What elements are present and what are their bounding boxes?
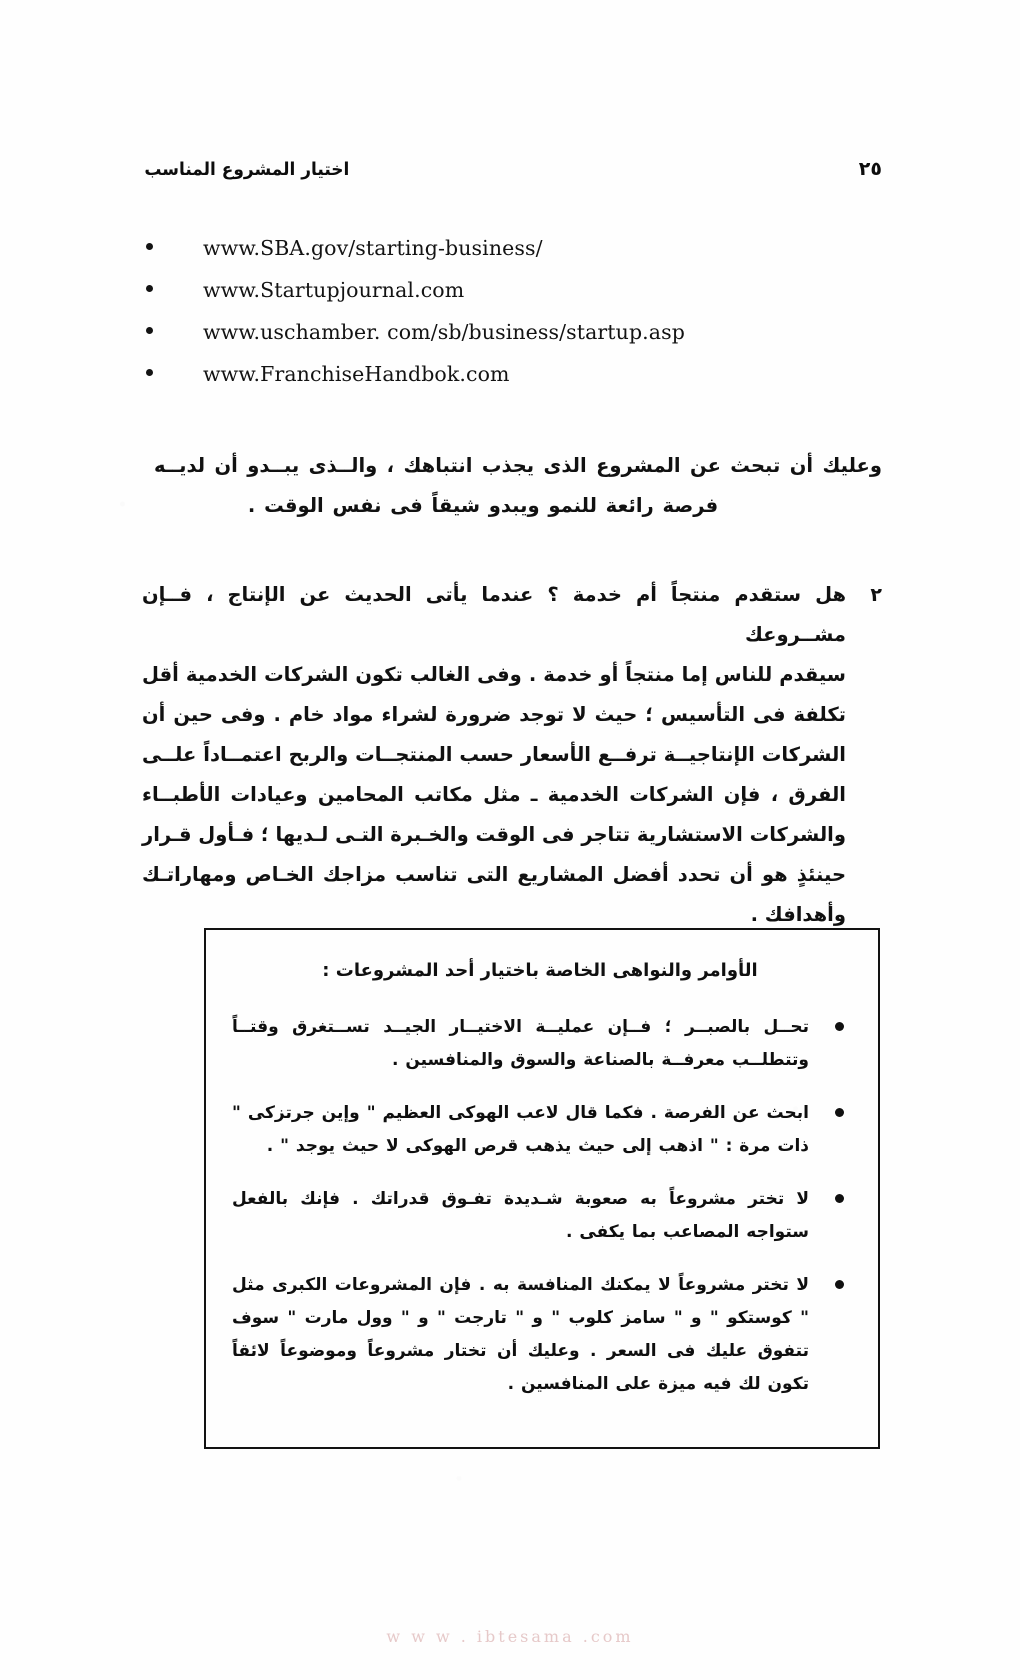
page-number: ٢٥	[858, 158, 882, 180]
tip-text: لا تختر مشروعاً به صعوبة شـديدة تفـوق قدراتك . فإنك بالفعل ستواجه المصاعب بما يكفى .	[232, 1189, 809, 1242]
tips-box-title: الأوامر والنواهى الخاصة باختيار أحد المشروعات :	[322, 960, 758, 981]
list-item	[232, 1097, 848, 1163]
bullet-dot-icon	[146, 285, 153, 292]
list-item	[138, 320, 882, 362]
tip-text: لا تختر مشروعاً لا يمكنك المنافسة به . فإن المشروعات الكبرى مثل " كوستكو " و " سامز كلوب " و " تارجت " و " وول مارت " سوف تتفوق عليك فى السعر . وعليك أن تختار مشروعاً وموضوعاً لائقاً تكون لك فيه ميزة على المنافسين .	[232, 1275, 809, 1394]
paragraph-line: فرصة رائعة للنمو ويبدو شيقاً فى نفس الوقت .	[247, 494, 719, 517]
bullet-dot-icon	[146, 243, 153, 250]
paragraph-line: والشركات الاستشارية تتاجر فى الوقت والخـبرة التـى لـديها ؛ فـأول قـرار	[142, 823, 846, 846]
list-item	[232, 1183, 848, 1249]
tip-text: ابحث عن الفرصة . فكما قال لاعب الهوكى العظيم " وإين جرتزكى " ذات مرة : " اذهب إلى حيث يذهب قرص الهوكى لا حيث يوجد " .	[232, 1103, 809, 1156]
bullet-dot-icon	[146, 369, 153, 376]
intro-paragraph	[154, 446, 882, 526]
bullet-dot-icon	[835, 1280, 844, 1289]
tip-text: تحــل بالصبــر ؛ فــإن عمليــة الاختيــار الجيــد تســتغرق وقتــاً وتتطلــب معرفــة بالصناعة والسوق والمنافسين .	[232, 1017, 809, 1070]
list-item	[138, 236, 882, 278]
bullet-dot-icon	[146, 327, 153, 334]
url-text: www.FranchiseHandbok.com	[203, 362, 510, 386]
bullet-dot-icon	[835, 1022, 844, 1031]
list-item	[232, 1269, 848, 1401]
paragraph-line: الفرق ، فإن الشركات الخدمية ـ مثل مكاتب المحامين وعيادات الأطبــاء	[142, 783, 846, 806]
url-bullet-list	[138, 236, 882, 404]
list-item	[138, 362, 882, 404]
numbered-item-body	[142, 575, 856, 935]
tips-box	[204, 928, 880, 1449]
list-item	[232, 1011, 848, 1077]
paragraph-line: سيقدم للناس إما منتجاً أو خدمة . وفى الغالب تكون الشركات الخدمية أقل	[142, 663, 846, 686]
paragraph-line: هل ستقدم منتجاً أم خدمة ؟ عندما يأتى الحديث عن الإنتاج ، فــإن مشــروعك	[142, 583, 846, 646]
url-text: www.Startupjournal.com	[203, 278, 465, 302]
page-content-column	[138, 0, 882, 1680]
paragraph-line: وعليك أن تبحث عن المشروع الذى يجذب انتباهك ، والــذى يبــدو أن لديــه	[154, 454, 882, 477]
watermark-footer: w w w . ibtesama .com	[386, 1627, 634, 1646]
paragraph-line: وأهدافك .	[750, 903, 846, 926]
running-head-title: اختيار المشروع المناسب	[144, 160, 350, 180]
list-number-marker: ٢	[870, 584, 882, 606]
list-item	[138, 278, 882, 320]
paragraph-line: تكلفة فى التأسيس ؛ حيث لا توجد ضرورة لشراء مواد خام . وفى حين أن	[142, 703, 846, 726]
url-text: www.uschamber. com/sb/business/startup.asp	[203, 320, 685, 344]
tips-list	[232, 1011, 848, 1401]
bullet-dot-icon	[835, 1108, 844, 1117]
paragraph-line: الشركات الإنتاجيــة ترفــع الأسعار حسب المنتجــات والربح اعتمــاداً علــى	[142, 743, 846, 766]
bullet-dot-icon	[835, 1194, 844, 1203]
running-head	[138, 158, 882, 190]
numbered-item-2	[142, 575, 882, 935]
url-text: www.SBA.gov/starting-business/	[203, 236, 543, 260]
paragraph-line: حينئذٍ هو أن تحدد أفضل المشاريع التى تناسب مزاجك الخـاص ومهاراتـك	[142, 863, 846, 886]
